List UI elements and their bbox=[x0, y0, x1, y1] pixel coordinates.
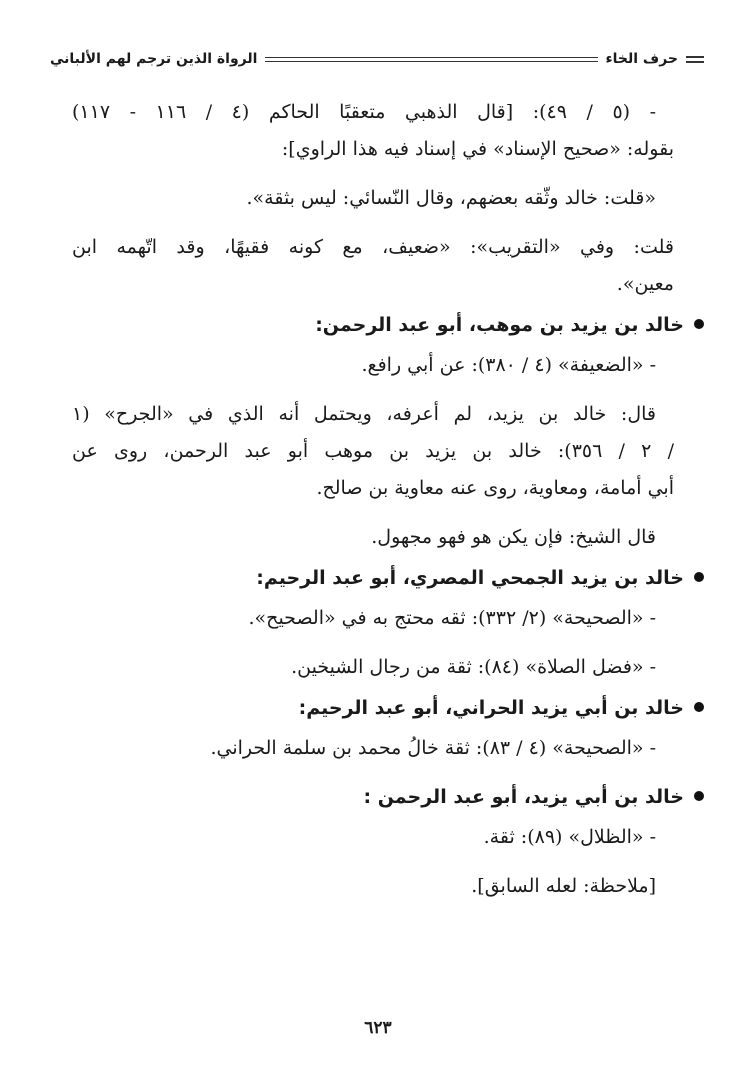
quote-line: «قلت: خالد وثّقه بعضهم، وقال النّسائي: ليس بثقة». bbox=[246, 187, 656, 209]
text-line: قال الشيخ: فإن يكن هو فهو مجهول. bbox=[371, 526, 656, 548]
bullet-icon bbox=[694, 702, 704, 712]
text-line: معين». bbox=[616, 273, 674, 295]
bullet-icon bbox=[694, 791, 704, 801]
text-line: بقوله: «صحيح الإسناد» في إسناد فيه هذا الراوي]: bbox=[281, 138, 674, 160]
header-rule bbox=[265, 57, 597, 62]
bullet-icon bbox=[694, 319, 704, 329]
entry-heading bbox=[72, 556, 704, 600]
entry-heading-text: خالد بن أبي يزيد، أبو عبد الرحمن : bbox=[363, 786, 684, 808]
citation-line: - «فضل الصلاة» (٨٤): ثقة من رجال الشيخين. bbox=[291, 656, 656, 678]
page-body bbox=[72, 94, 684, 905]
entry-heading-text: خالد بن أبي يزيد الحراني، أبو عبد الرحيم: bbox=[298, 697, 684, 719]
book-title: الرواة الذين ترجم لهم الألباني bbox=[50, 51, 258, 67]
bullet-icon bbox=[694, 572, 704, 582]
text-line: أبي أمامة، ومعاوية، روى عنه معاوية بن صالح. bbox=[316, 477, 674, 499]
citation-line: - «الضعيفة» (٤ / ٣٨٠): عن أبي رافع. bbox=[361, 354, 656, 376]
entry-heading bbox=[72, 686, 704, 730]
entry-heading-text: خالد بن يزيد الجمحي المصري، أبو عبد الرحيم: bbox=[256, 567, 684, 589]
citation-line: - «الصحيحة» (٢/ ٣٣٢): ثقه محتج به في «الصحيح». bbox=[248, 607, 656, 629]
entry-heading bbox=[72, 775, 704, 819]
page-number: ٦٢٣ bbox=[364, 1018, 392, 1038]
citation-line: - «الصحيحة» (٤ / ٨٣): ثقة خالُ محمد بن سلمة الحراني. bbox=[210, 737, 656, 759]
entry-heading bbox=[72, 303, 704, 347]
text-line: / ٢ / ٣٥٦): خالد بن يزيد بن موهب أبو عبد الرحمن، روى عن bbox=[72, 440, 674, 462]
text-line: قال: خالد بن يزيد، لم أعرفه، ويحتمل أنه الذي في «الجرح» (١ bbox=[72, 403, 656, 425]
chapter-title: حرف الخاء bbox=[605, 51, 678, 67]
entry-heading-text: خالد بن يزيد بن موهب، أبو عبد الرحمن: bbox=[315, 314, 684, 336]
header-ornament bbox=[686, 56, 704, 63]
citation-line: - «الظلال» (٨٩): ثقة. bbox=[483, 826, 656, 848]
note-line: [ملاحظة: لعله السابق]. bbox=[471, 875, 656, 897]
running-header bbox=[50, 44, 704, 74]
text-line: قلت: وفي «التقريب»: «ضعيف، مع كونه فقيهًا، وقد اتّهمه ابن bbox=[72, 236, 674, 258]
citation-line: - (٥ / ٤٩): [قال الذهبي متعقبًا الحاكم (٤ / ١١٦ - ١١٧) bbox=[72, 101, 657, 123]
